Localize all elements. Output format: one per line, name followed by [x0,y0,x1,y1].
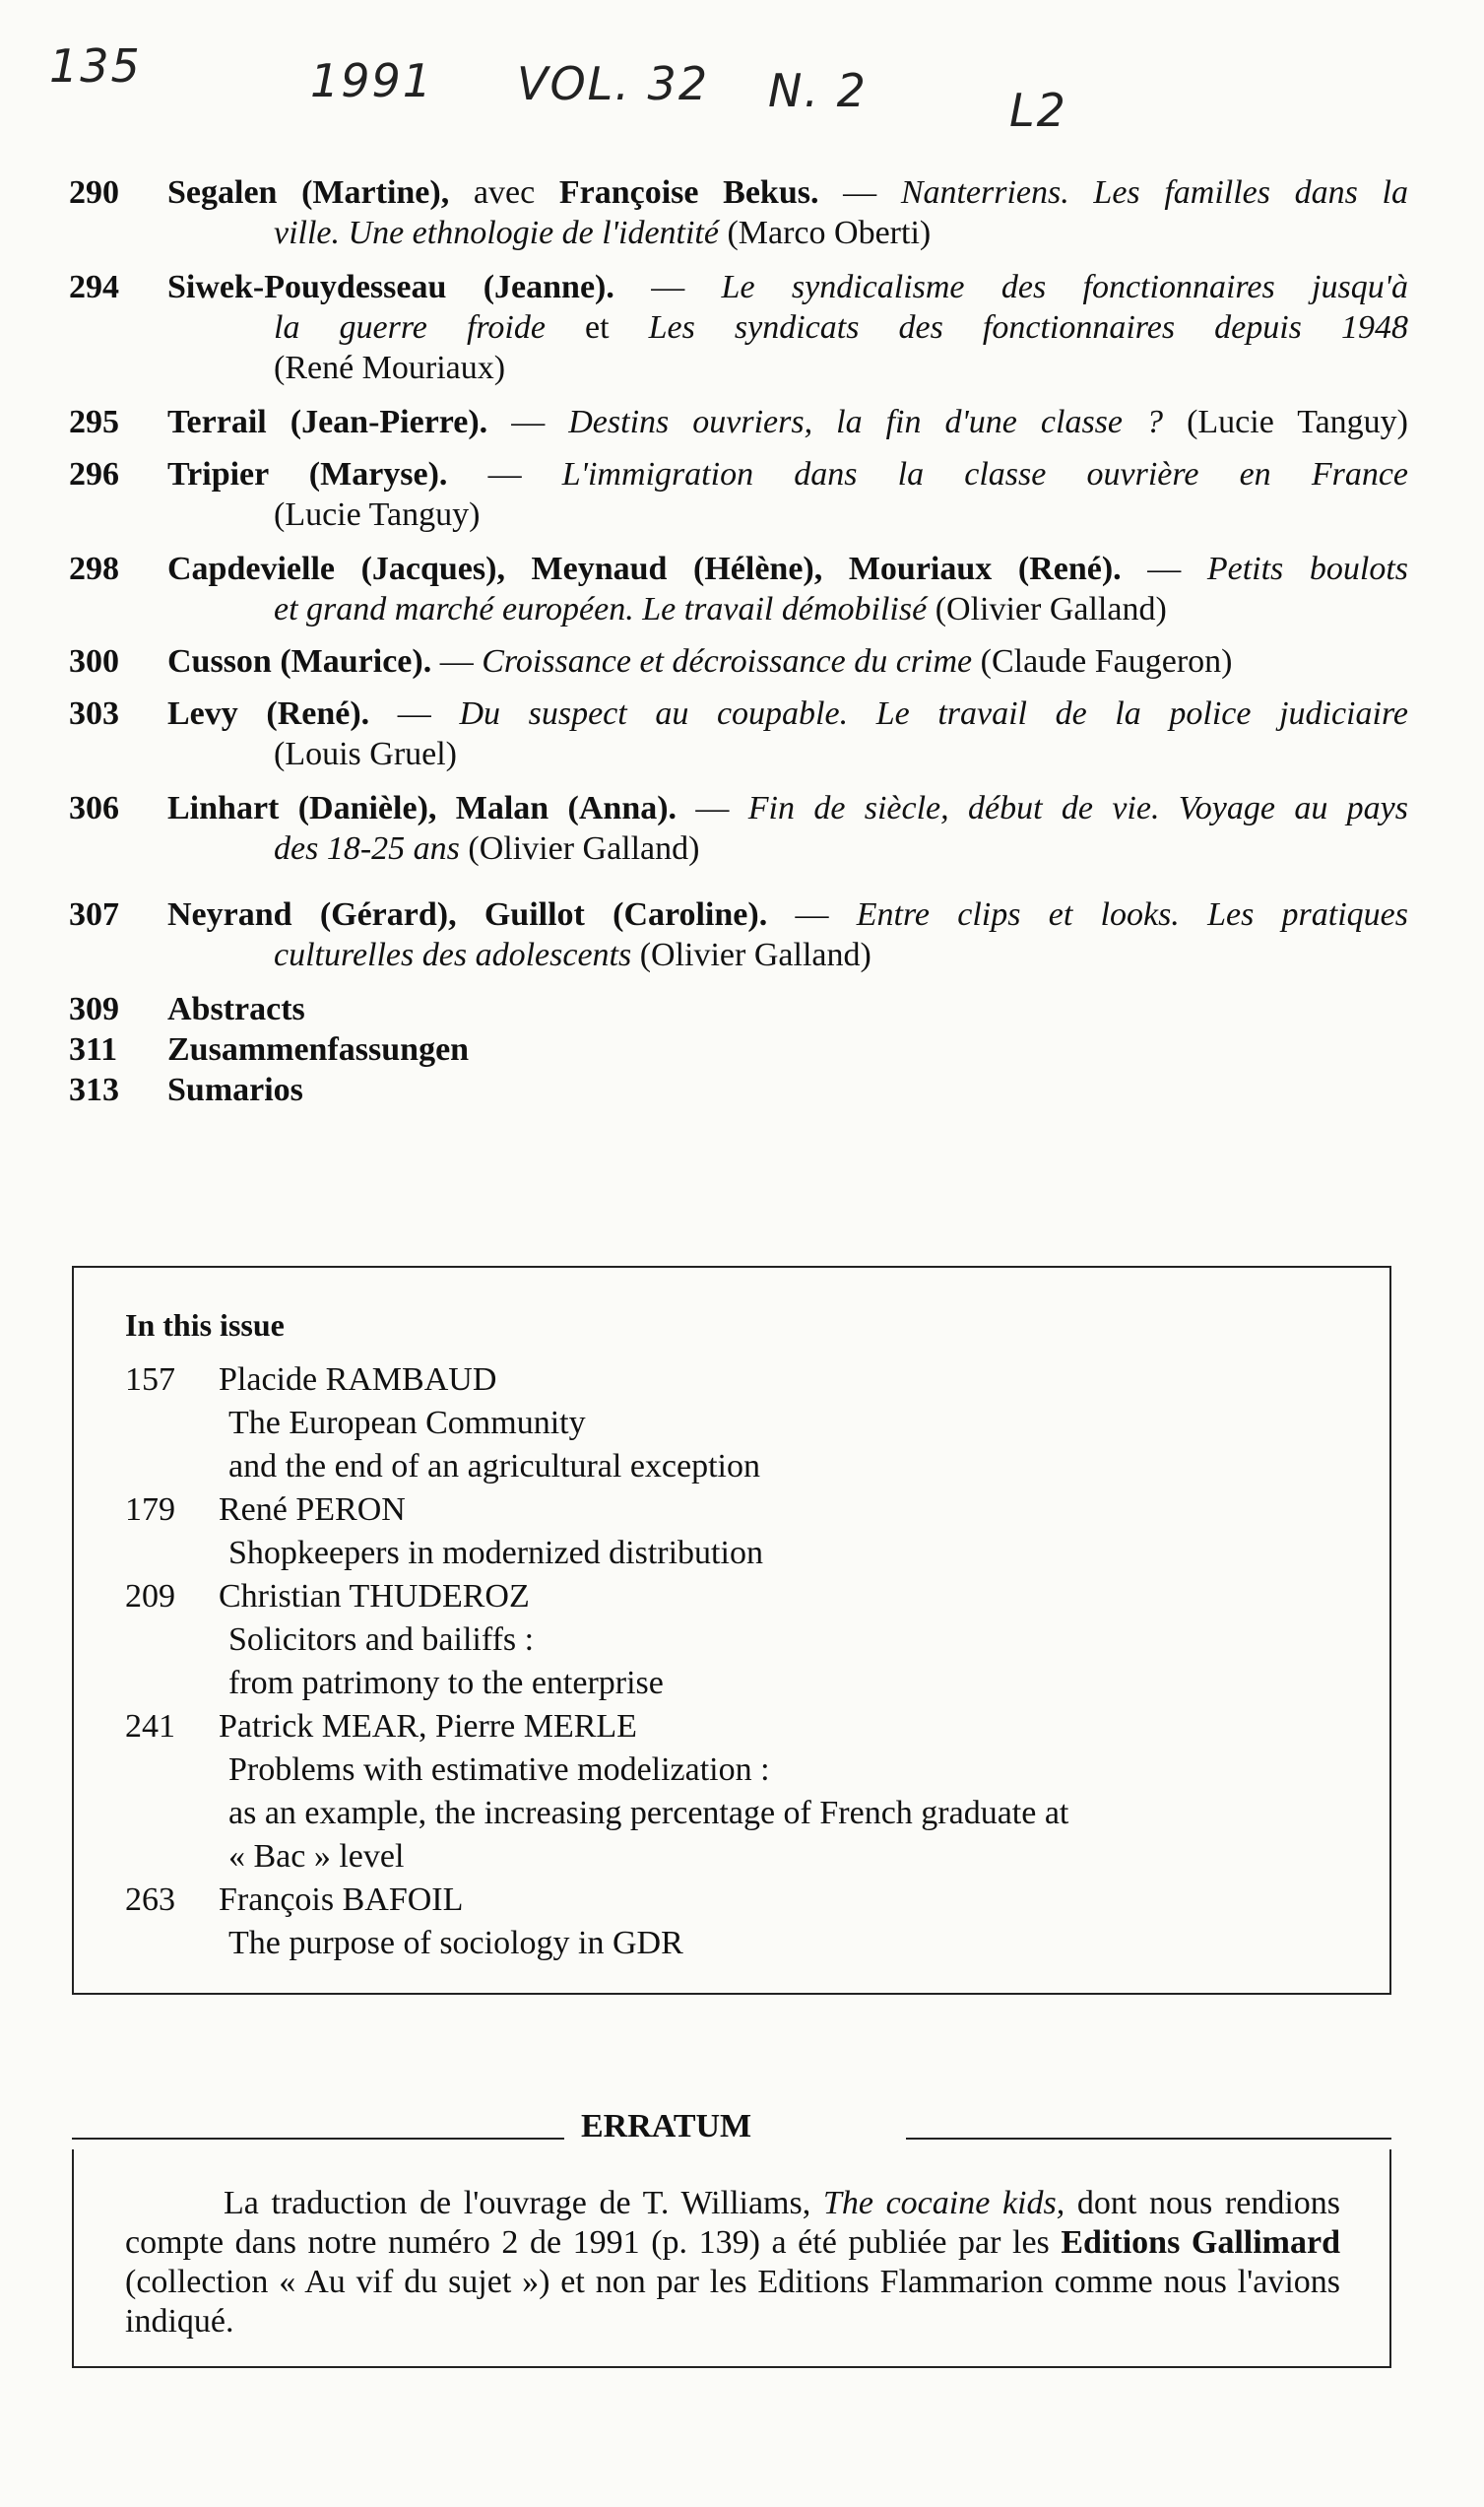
handwritten-year: 1991 [310,54,434,107]
toc-reviewer: (Lucie Tanguy) [274,496,481,533]
in-this-issue-heading: In this issue [125,1307,285,1343]
table-of-contents [69,172,1408,1110]
toc-page: 306 [69,790,119,826]
issue-title-line: Problems with estimative modelization : [228,1751,770,1788]
issue-title-line: « Bac » level [228,1838,405,1875]
toc-author: Capdevielle (Jacques), Meynaud (Hélène), Mouriaux (René). [167,551,1122,587]
toc-entry [69,1070,1408,1110]
toc-reviewer: (Louis Gruel) [274,736,458,772]
toc-reviewer: (Lucie Tanguy) [1187,404,1409,440]
issue-item [125,1358,1068,1402]
issue-title-line: and the end of an agricultural exception [228,1448,760,1484]
erratum-text-part: La traduction de l'ouvrage de T. Williams, [224,2185,823,2221]
toc-page: 307 [69,896,119,933]
issue-author: Christian THUDEROZ [219,1578,530,1615]
toc-dash: — [677,790,748,826]
issue-author: René PERON [219,1491,406,1528]
issue-page: 263 [125,1881,175,1918]
toc-title: Le syndicalisme des fonctionnaires jusqu'à [721,269,1408,305]
toc-section: Sumarios [167,1072,303,1108]
erratum-rule-left [72,2138,564,2140]
toc-title: L'immigration dans la classe ouvrière en France [561,456,1409,493]
toc-title: et grand marché européen. Le travail démobilisé [274,591,928,627]
toc-page: 294 [69,269,119,305]
toc-title: Les syndicats des fonctionnaires depuis 1948 [648,309,1408,346]
toc-reviewer: (Olivier Galland) [631,937,871,973]
toc-page: 303 [69,695,119,732]
toc-title: culturelles des adolescents [274,937,632,973]
toc-author: Tripier (Maryse). [167,456,448,493]
issue-title-line: as an example, the increasing percentage of French graduate at [228,1795,1069,1831]
toc-connector: avec [449,174,559,211]
toc-dash: — [767,896,857,933]
toc-author: Françoise Bekus. [558,174,819,211]
toc-page: 313 [69,1072,119,1108]
toc-dash: — [447,456,562,493]
toc-entry [69,454,1408,535]
toc-author: Linhart (Danièle), Malan (Anna). [167,790,677,826]
erratum-box [72,2149,1391,2368]
erratum-text-part: dont nous rendions compte dans notre numéro 2 de 1991 (p. 139) a été publiée par les [125,2185,1340,2261]
toc-title: ville. Une ethnologie de l'identité [274,215,719,251]
handwritten-page-number: 135 [49,39,142,93]
toc-entry [69,402,1408,442]
issue-author: Patrick MEAR, Pierre MERLE [219,1708,637,1745]
issue-page: 209 [125,1578,175,1615]
toc-page: 309 [69,991,119,1027]
toc-title: Nanterriens. Les familles dans la [900,174,1409,211]
toc-entry [69,1029,1408,1070]
toc-reviewer: (Olivier Galland) [459,830,700,867]
toc-reviewer: (Marco Oberti) [718,215,932,251]
toc-title: Petits boulots [1206,551,1409,587]
issue-list [125,1358,1068,1965]
toc-author: Segalen (Martine), [167,174,450,211]
erratum-rule-right [906,2138,1391,2140]
issue-author: François BAFOIL [219,1881,464,1918]
toc-dash: — [613,269,722,305]
toc-page: 311 [69,1031,118,1068]
handwritten-volume: VOL. 32 [517,57,710,110]
toc-entry [69,267,1408,388]
toc-entry [69,172,1408,253]
toc-entry [69,788,1408,869]
issue-item [125,1879,1068,1922]
toc-page: 296 [69,456,119,493]
issue-title-line: Solicitors and bailiffs : [228,1621,535,1658]
handwritten-mark: L2 [1009,84,1067,137]
toc-connector: et [545,309,649,346]
erratum-publisher: Editions Gallimard [1061,2224,1340,2261]
toc-page: 300 [69,643,119,680]
toc-author: Terrail (Jean-Pierre). [167,404,488,440]
toc-entry [69,989,1408,1029]
toc-author: Neyrand (Gérard), Guillot (Caroline). [167,896,768,933]
toc-title: Destins ouvriers, la fin d'une classe ? [568,404,1164,440]
toc-dash: — [818,174,901,211]
issue-item [125,1575,1068,1618]
issue-title-line: The European Community [228,1405,586,1441]
toc-reviewer: (René Mouriaux) [274,350,506,386]
issue-title-line: from patrimony to the enterprise [228,1665,664,1701]
toc-dash: — [1121,551,1207,587]
handwritten-issue: N. 2 [768,64,868,117]
toc-author: Levy (René). [167,695,370,732]
toc-title: la guerre froide [274,309,546,346]
toc-page: 298 [69,551,119,587]
erratum-heading: ERRATUM [581,2108,752,2144]
issue-title-line: The purpose of sociology in GDR [228,1925,683,1961]
toc-entry [69,693,1408,774]
in-this-issue-box [72,1266,1391,1995]
issue-page: 241 [125,1708,175,1745]
toc-title: Du suspect au coupable. Le travail de la police judiciaire [459,695,1409,732]
toc-dash: — [487,404,569,440]
toc-title: Entre clips et looks. Les pratiques [856,896,1409,933]
toc-reviewer: (Claude Faugeron) [972,643,1233,680]
toc-reviewer: (Olivier Galland) [927,591,1167,627]
toc-title: des 18-25 ans [274,830,460,867]
issue-item [125,1705,1068,1748]
toc-author: Siwek-Pouydesseau (Jeanne). [167,269,614,305]
toc-author: Cusson (Maurice). [167,643,432,680]
toc-entry [69,549,1408,629]
toc-title: Croissance et décroissance du crime [482,643,973,680]
erratum-text-part: (collection « Au vif du sujet ») et non par les Editions Flammarion comme nous l'avions indiqué. [125,2264,1340,2340]
erratum-text [125,2184,1340,2342]
toc-dash: — [369,695,460,732]
toc-page: 295 [69,404,119,440]
toc-page: 290 [69,174,119,211]
toc-title: Fin de siècle, début de vie. Voyage au pays [747,790,1409,826]
toc-entry [69,894,1408,975]
issue-page: 157 [125,1361,175,1398]
issue-page: 179 [125,1491,175,1528]
toc-dash: — [431,643,483,680]
erratum-book-title: The cocaine kids, [822,2185,1065,2221]
issue-author: Placide RAMBAUD [219,1361,497,1398]
toc-entry [69,641,1408,682]
toc-section: Abstracts [167,991,305,1027]
issue-item [125,1488,1068,1532]
toc-section: Zusammenfassungen [167,1031,470,1068]
issue-title-line: Shopkeepers in modernized distribution [228,1535,763,1571]
